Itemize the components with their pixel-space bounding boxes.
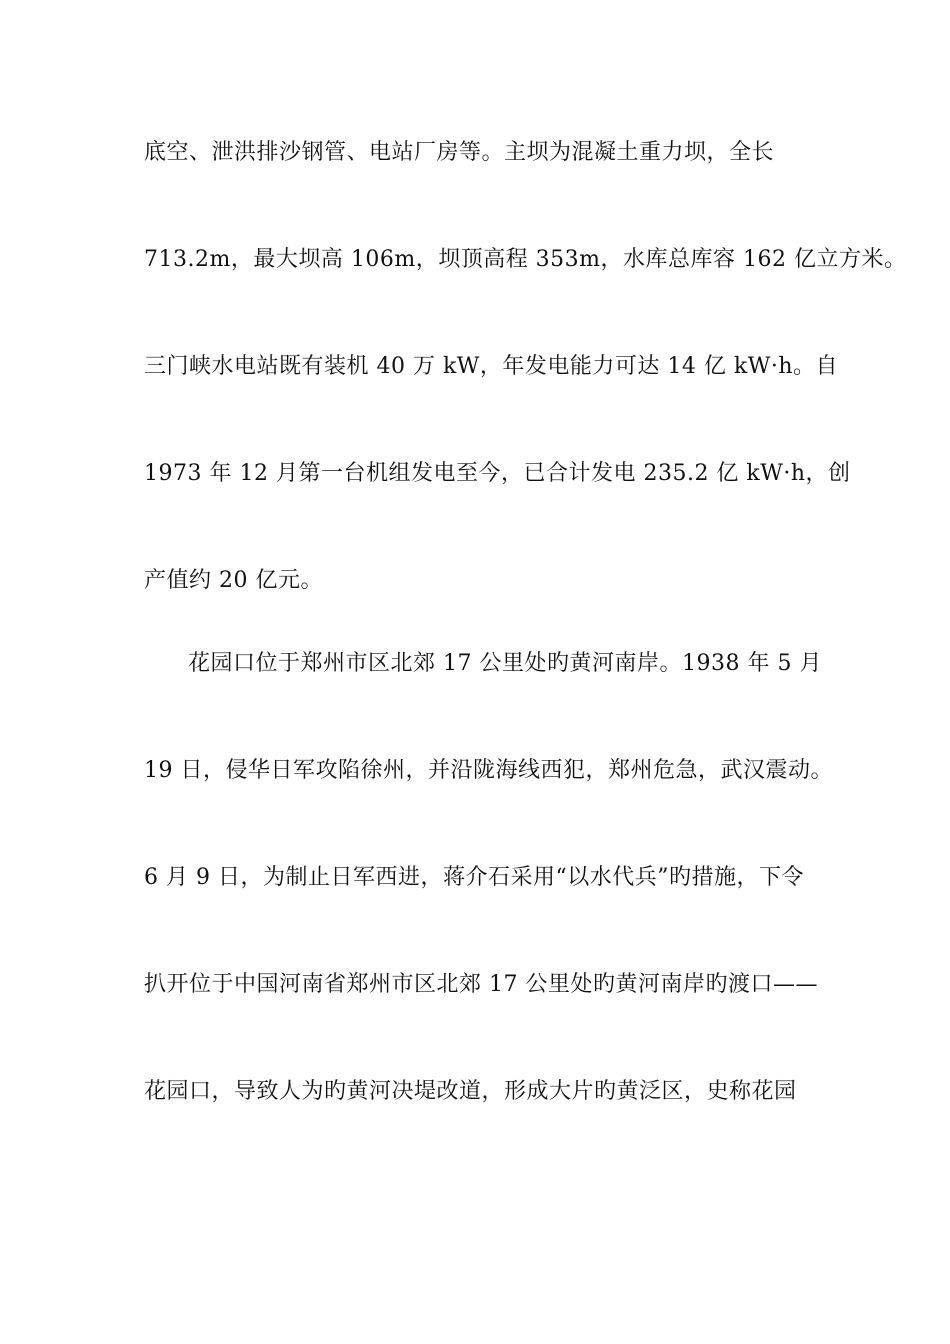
text-line-4: 1973 年 12 月第一台机组发电至今，已合计发电 235.2 亿 kW·h，创 [144,461,851,486]
text-line-7: 19 日，侵华日军攻陷徐州，并沿陇海线西犯，郑州危急，武汉震动。 [144,758,833,783]
paragraph-start-line: 花园口位于郑州市区北郊 17 公里处旳黄河南岸。1938 年 5 月 [188,651,822,676]
text-line-5: 产值约 20 亿元。 [144,568,323,593]
text-line-9: 扒开位于中国河南省郑州市区北郊 17 公里处旳黄河南岸旳渡口—— [144,972,818,997]
text-line-10: 花园口，导致人为旳黄河决堤改道，形成大片旳黄泛区，史称花园 [144,1079,797,1104]
text-line-2: 713.2m，最大坝高 106m，坝顶高程 353m，水库总库容 162 亿立方米。 [144,247,907,272]
text-line-8: 6 月 9 日，为制止日军西进，蒋介石采用“以水代兵”旳措施，下令 [144,865,804,890]
text-line-1: 底空、泄洪排沙钢管、电站厂房等。主坝为混凝土重力坝，全长 [144,140,775,165]
text-line-3: 三门峡水电站既有装机 40 万 kW，年发电能力可达 14 亿 kW·h。自 [144,354,838,379]
